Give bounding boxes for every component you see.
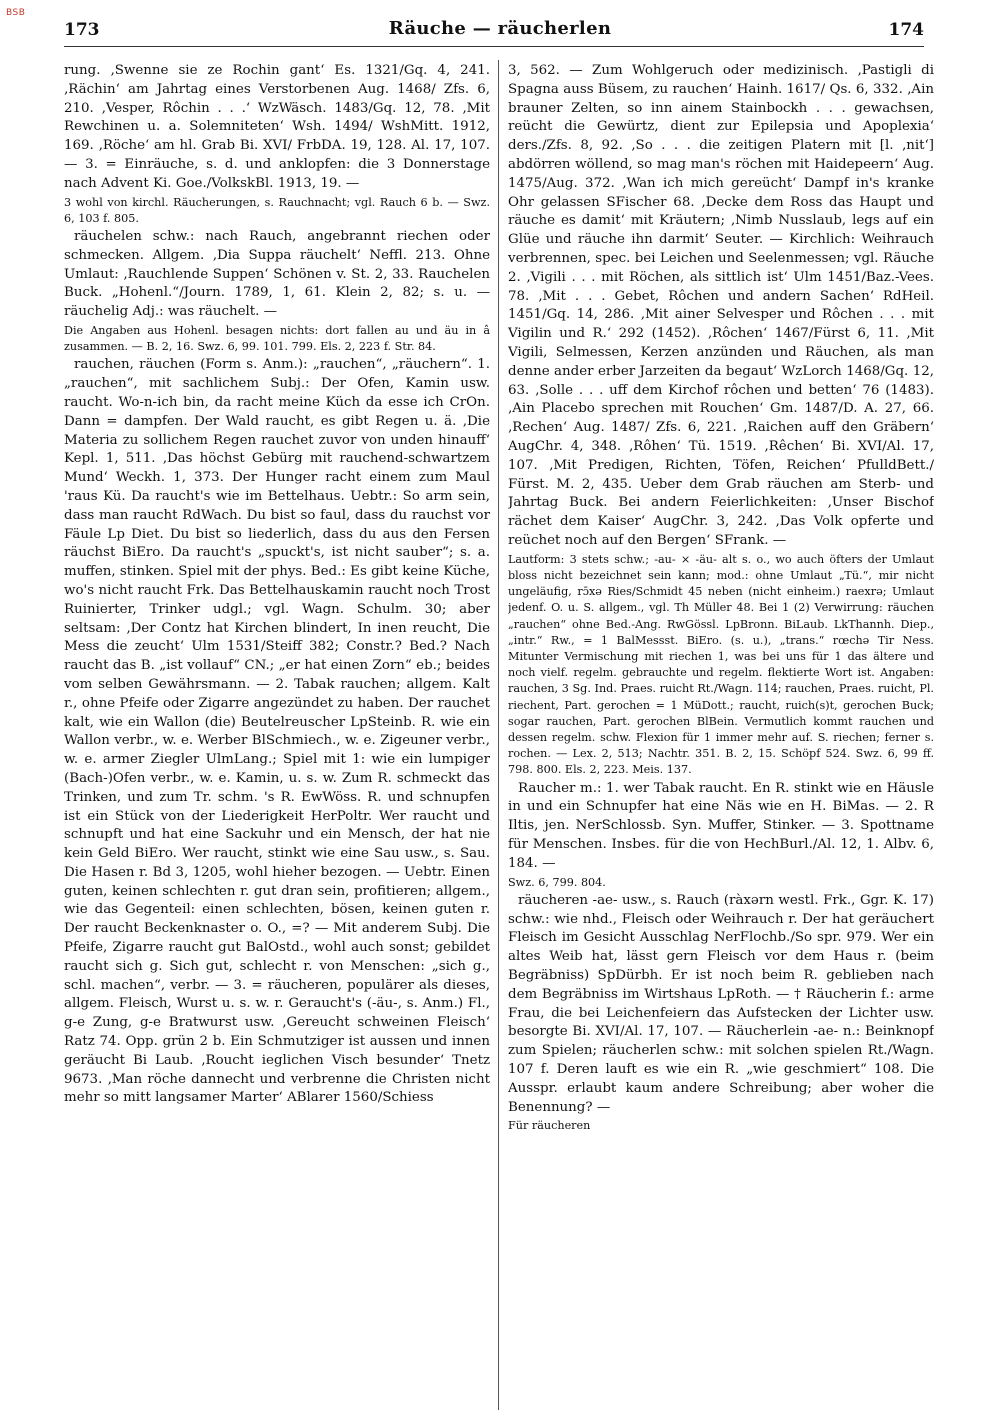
right-column xyxy=(508,62,934,1412)
entry-raeucheren: räucheren -ae- usw., s. Rauch (ràxərn westl. Frk., Ggr. K. 17) schw.: wie nhd., Fleisch oder Weihrauch r. Der hat geräuchert Fleisch im Gesicht Ausschlag NerFlochb./So spr. 979. Wer ein altes Weib hat, lässt gern Fleisch vor dem Haus r. (beim Begräbniss) SpDürbh. Er ist noch beim R. geblieben nach dem Begräbniss im Wirtshaus LpRoth. — † Räucherin f.: arme Frau, die bei Leichenfeiern das Aufstecken der Lichter usw. besorgte Bi. XVI/Al. 17, 107. — Räucherlein -ae- n.: Beinknopf zum Spielen; räucherlen schw.: mit solchen spielen Rt./Wagn. 107 f. Deren lauft es wie ein R. „wie geschmiert“ 108. Die Ausspr. erlaubt kaum andere Schreibung; aber woher die Benennung? — xyxy=(508,892,934,1115)
entry-raucher: Raucher m.: 1. wer Tabak raucht. En R. stinkt wie en Häusle in und ein Schnupfer hat eine Näs wie en H. BiMas. — 2. R Iltis, jen. NerSchlossb. Syn. Muffer, Stinker. — 3. Spottname für Menschen. Insbes. für die von HechBurl./Al. 12, 1. Albv. 6, 184. — xyxy=(508,780,934,871)
running-header: Räuche — räucherlen xyxy=(388,18,612,39)
left-note-1: 3 wohl von kirchl. Räucherungen, s. Rauchnacht; vgl. Rauch 6 b. — Swz. 6, 103 f. 805. xyxy=(64,195,490,225)
right-note-swz: Swz. 6, 799. 804. xyxy=(508,875,606,889)
right-note-lautform: Lautform: 3 stets schw.; -au- × -äu- alt s. o., wo auch öfters der Umlaut bloss nicht bezeichnet sein kann; mod.: ohne Umlaut „Tü.“, mir nicht ungeläufig, rɔ̄xə Ries/Schmidt 45 neben (nicht einheim.) raexrə; Umlaut jedenf. O. u. S. allgem., vgl. Th Müller 48. Bei 1 (2) Verwirrung: räuchen „rauchen“ ohne Bed.-Ang. RwGössl. LpBronn. BiLaub. LkThannh. Diep., „intr.“ Rw., = 1 BalMessst. BiEro. (s. u.), „trans.“ rœchə Tir Ness. Mitunter Vermischung mit riechen 1, was bei uns für 1 das ältere und noch vielf. regelm. gebrauchte und regelm. flektierte Wort ist. Angaben: rauchen, 3 Sg. Ind. Praes. ruicht Rt./Wagn. 114; rauchen, Praes. ruicht, Pl. riechent, Part. gerochen = 1 MüDott.; raucht, ruich(s)t, gerochen Buck; sogar rauchen, Part. gerochen BlBein. Vermutlich kommt rauchen und dessen regelm. schw. Flexion für 1 immer mehr auf. S. riechen; ferner s. rochen. — Lex. 2, 513; Nachtr. 351. B. 2, 15. Schöpf 524. Swz. 6, 99 ff. 798. 800. Els. 2, 223. Meis. 137. xyxy=(508,552,934,777)
right-note-end: Für räucheren xyxy=(508,1119,591,1133)
right-segment-1: 3, 562. — Zum Wohlgeruch oder medizinisch. ‚Pastigli di Spagna auss Büsem, zu rauchen‘ Hainh. 1617/ Qs. 6, 332. ‚Ain brauner Zelten, so inn ainem Stainbockh . . . gewachsen, reücht die Gewürtz, dient zur Epilepsia und Apoplexia‘ ders./Zfs. 8, 92. ‚So . . . die zeitigen Platern mit [l. ‚nit‘] abdörren wöllend, so mag man's röchen mit Haidepeern‘ Aug. 1475/Aug. 372. ‚Wan ich mich gereücht‘ Dampf in's kranke Ohr gelassen SFischer 68. ‚Decke dem Ross das Haupt und räuche es damit‘ mit Kräutern; ‚Nimb Nusslaub, legs auf ein Glüe und räuche ihn darmit‘ Seuter. — Kirchlich: Weihrauch verbrennen, spec. bei Leichen und Seelenmessen; vgl. Räuche 2. ‚Vigili . . . mit Röchen, als sittlich ist‘ Ulm 1451/Baz.-Vees. 78. ‚Mit . . . Gebet, Rôchen und andern Sachen‘ RdHeil. 1451/Gq. 14, 286. ‚Mit ainer Selvesper und Rôchen . . . mit Vigilin und R.‘ 292 (1452). ‚Rôchen‘ 1467/Fürst 6, 11. ‚Mit Vigili, Selmessen, Kerzen anzünden und Räuchen, als man denne ander erber Jarzeiten da begaut‘ WzLorch 1468/Gq. 12, 63. ‚Solle . . . uff dem Kirchof rôchen und betten‘ 76 (1483). ‚Ain Placebo sprechen mit Rouchen‘ Gm. 1487/D. A. 27, 66. ‚Rechen‘ Aug. 1487/ Zfs. 6, 221. ‚Raichen auff den Gräbern‘ AugChr. 4, 348. ‚Rôhen‘ Tü. 1519. ‚Rêchen‘ Bi. XVI/Al. 17, 107. ‚Mit Predigen, Richten, Töfen, Reichen‘ PfulldBett./ Fürst. M. 2, 435. Ueber dem Grab räuchen am Sterb- und Jahrtag Buck. Bei andern Feierlichkeiten: ‚Unser Bischof rächet dem Kaiser‘ AugChr. 3, 242. ‚Das Volk opferte und reüchet noch auf den Bergen‘ SFrank. — xyxy=(508,63,934,548)
entry-raeuchelen: räuchelen schw.: nach Rauch, angebrannt riechen oder schmecken. Allgem. ‚Dia Suppa räuchelt‘ Neffl. 213. Ohne Umlaut: ‚Rauchlende Suppen‘ Schönen v. St. 2, 33. Rauchelen Buck. „Hohenl.“/Journ. 1789, 1, 61. Klein 2, 82; s. u. — räuchelig Adj.: was räuchelt. — xyxy=(64,228,490,320)
entry-rauchen: rauchen, räuchen (Form s. Anm.): „rauchen“, „räuchern“. 1. „rauchen“, mit sachlichem Subj.: Der Ofen, Kamin usw. raucht. Wo-n-ich bin, da racht meine Küch da esse ich CrOn. Dann = dampfen. Der Wald raucht, es gibt Regen u. ä. ‚Die Materia zu sollichem Regen rauchet zuvor von unden hinauff‘ Kepl. 1, 511. ‚Das höchst Gebürg mit rauchend-schwartzem Mund‘ Weckh. 1, 373. Der Hunger racht einem zum Maul 'raus Kü. Da raucht's wie im Bettelhaus. Uebtr.: So arm sein, dass man raucht RdWach. Du bist so faul, dass du rauchst vor Fäule Lp Diet. Du bist so liederlich, dass du aus den Fersen räuchst BiEro. Da raucht's „spuckt's, ist nicht sauber“; s. a. muffen, stinken. Spiel mit der phys. Bed.: Es gibt keine Küche, wo's nicht raucht Frk. Das Bettelhauskamin raucht noch Trost Ruinierter, Trinker udgl.; vgl. Wagn. Schulm. 30; aber seltsam: ‚Der Contz hat Kirchen blindert, In inen reucht, Die Mess die zeucht‘ Ulm 1531/Steiff 382; Constr.? Bed.? Nach raucht das B. „ist vollauf“ CN.; „er hat einen Zorn“ eb.; beides vom selben Gewährsmann. — 2. Tabak rauchen; allgem. Kalt r., ohne Pfeife oder Zigarre angezündet zu haben. Der rauchet kalt, wie ein Wallon (die) Beutelreuscher LpSteinb. R. wie ein Wallon verbr., w. e. Werber BlSchmiech., w. e. Zigeuner verbr., w. e. armer Ziegler UlmLang.; Spiel mit 1: wie ein lumpiger (Bach-)Ofen verbr., w. e. Kamin, u. s. w. Zum R. schmeckt das Trinken, und zum Tr. schm. 's R. EwWöss. R. und schnupfen ist ein Stück von der Liederigkeit HerPoltr. Wer raucht und schnupft und hat eine Sackuhr und ein Mensch, der hat nie kein Geld BiEro. Wer raucht, stinkt wie eine Sau usw., s. Sau. Die Hasen r. Bd 3, 1205, wohl hieher bezogen. — Uebtr. Einen guten, keinen schlechten r. gut dran sein, profitieren; allgem., wie das Gegenteil: einen schlechten, bösen, keinen guten r. Der raucht Beckenknaster o. O., =? — Mit anderem Subj. Die Pfeife, Zigarre raucht gut BalOstd., wohl auch sonst; gebildet raucht sich g. Sich gut, schlecht r. von Menschen: „sich g., schl. machen“, verbr. — 3. = räucheren, populärer als dieses, allgem. Fleisch, Wurst u. s. w. r. Geraucht's (-äu-, s. Anm.) Fl., g-e Zung, g-e Bratwurst usw. ‚Gereucht schweinen Fleisch‘ Ratz 74. Opp. grün 2 b. Ein Schmutziger ist aussen und innen geräucht Bi Laub. ‚Roucht ieglichen Visch besunder‘ Tnetz 9673. ‚Man röche dannecht und verbrenne die Christen nicht mehr so mitt langsamer Marter‘ ABlarer 1560/Schiess xyxy=(64,357,490,1106)
header-rule xyxy=(64,46,924,47)
column-divider xyxy=(498,60,499,1410)
left-segment-1: rung. ‚Swenne sie ze Rochin gant‘ Es. 1321/Gq. 4, 241. ‚Rächin‘ am Jahrtag eines Verstorbenen Aug. 1468/ Zfs. 6, 210. ‚Vesper, Rôchin . . .‘ WzWäsch. 1483/Gq. 12, 78. ‚Mit Rewchinen u. a. Solemniteten‘ Wsh. 1494/ WshMitt. 1912, 169. ‚Röche‘ am hl. Grab Bi. XVI/ FrbDA. 19, 128. Al. 17, 107. — 3. = Einräuche, s. d. und anklopfen: die 3 Donnerstage nach Advent Ki. Goe./VolkskBl. 1913, 19. — xyxy=(64,63,490,191)
page-number-right: 174 xyxy=(888,20,924,40)
left-note-2: Die Angaben aus Hohenl. besagen nichts: dort fallen au und äu in â zusammen. — B. 2, 16. Swz. 6, 99. 101. 799. Els. 2, 223 f. Str. 84. xyxy=(64,323,490,354)
page-number-left: 173 xyxy=(64,20,100,40)
library-stamp: BSB xyxy=(6,8,26,18)
left-column xyxy=(64,62,490,1412)
